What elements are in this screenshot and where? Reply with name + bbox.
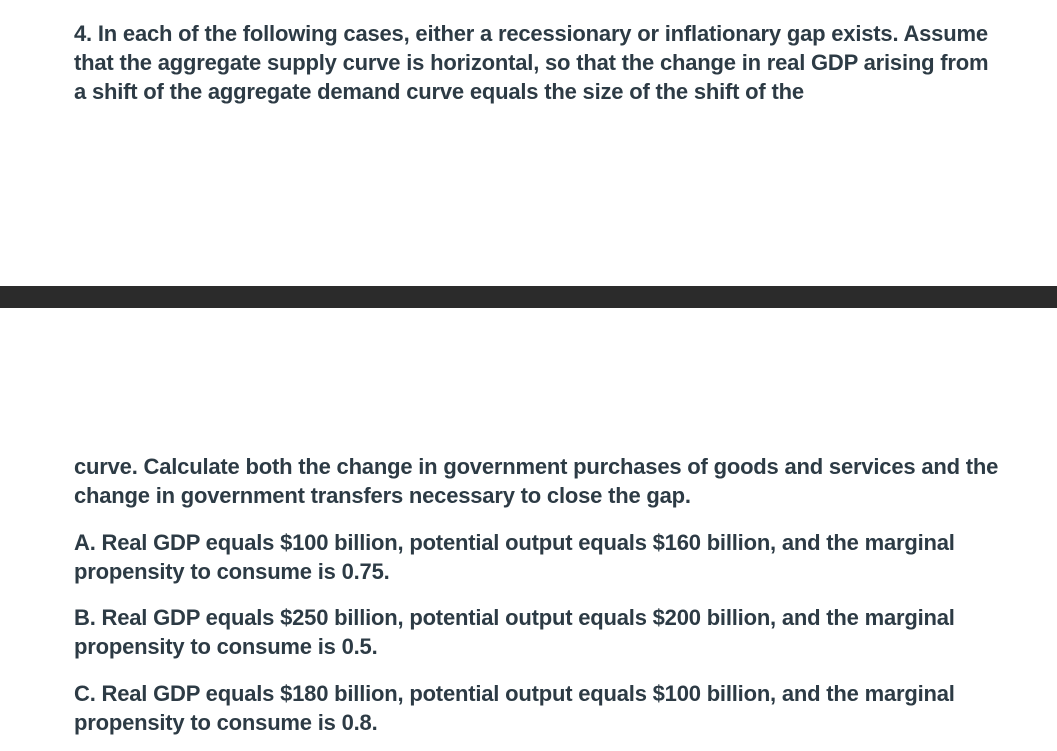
case-c-text: C. Real GDP equals $180 billion, potential output equals $100 billion, and the marginal propensity to consume is 0.8. xyxy=(74,681,955,735)
question-intro: 4. In each of the following cases, either a recessionary or inflationary gap exists. Assume that the aggregate supply curve is horizontal, so that the change in real GDP arising from a shift of the aggregate demand curve equals the size of the shift of the xyxy=(74,21,989,104)
case-b-text: B. Real GDP equals $250 billion, potential output equals $200 billion, and the marginal propensity to consume is 0.5. xyxy=(74,605,955,659)
page-divider-bar xyxy=(0,286,1057,308)
case-a-text: A. Real GDP equals $100 billion, potential output equals $160 billion, and the marginal propensity to consume is 0.75. xyxy=(74,530,955,584)
question-continuation: curve. Calculate both the change in government purchases of goods and services and the change in government transfers necessary to close the gap. xyxy=(74,454,999,508)
